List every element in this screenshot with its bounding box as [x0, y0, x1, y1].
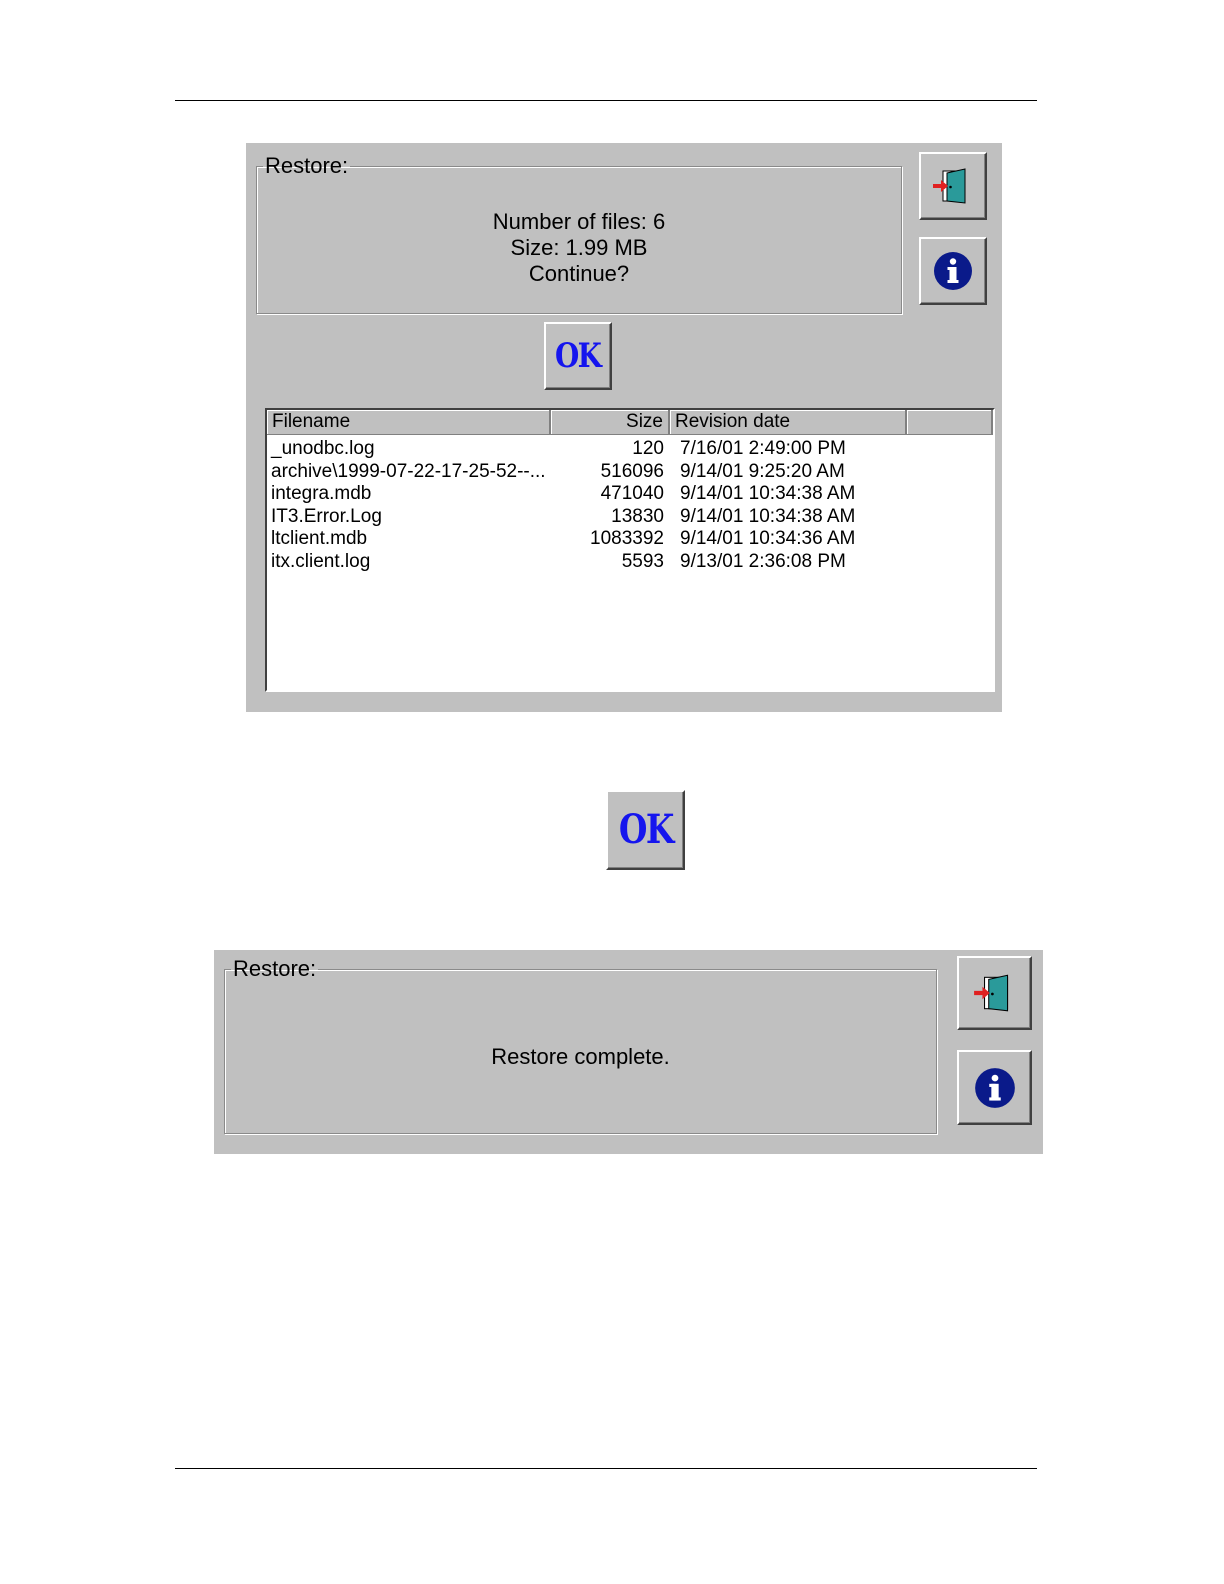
file-name: _unodbc.log: [271, 438, 375, 459]
file-date: 9/14/01 10:34:38 AM: [680, 505, 856, 527]
file-size: 13830: [611, 505, 664, 527]
ok-label: OK: [555, 336, 601, 376]
file-date: 9/14/01 9:25:20 AM: [680, 460, 845, 482]
file-name: IT3.Error.Log: [271, 505, 382, 527]
table-row[interactable]: [267, 483, 993, 506]
file-date: 9/14/01 10:34:36 AM: [680, 528, 856, 549]
restore-group: [256, 155, 902, 314]
column-revision-date[interactable]: Revision date: [670, 410, 907, 435]
table-row[interactable]: [267, 551, 993, 574]
exit-door-icon: [972, 970, 1018, 1016]
file-date: 9/14/01 10:34:38 AM: [680, 483, 856, 504]
file-size: 120: [632, 438, 664, 459]
exit-button[interactable]: [957, 956, 1032, 1030]
ok-button[interactable]: [544, 322, 612, 390]
file-name: itx.client.log: [271, 550, 371, 572]
restore-complete-message: Restore complete.: [491, 1044, 670, 1069]
file-date: 7/16/01 2:49:00 PM: [680, 438, 846, 459]
column-filename[interactable]: Filename: [267, 410, 551, 435]
restore-group-label: Restore:: [265, 153, 349, 178]
ok-label: OK: [618, 806, 673, 853]
file-name: ltclient.mdb: [271, 528, 368, 549]
header-rule: [175, 100, 1037, 101]
continue-prompt: Continue?: [528, 261, 630, 286]
file-size: 1083392: [590, 528, 664, 549]
info-button[interactable]: [919, 237, 987, 305]
file-count-text: Number of files: 6: [492, 209, 666, 234]
file-list-header: [267, 410, 993, 435]
exit-door-icon: [931, 164, 975, 208]
restore-confirm-panel: [246, 143, 1002, 712]
restore-complete-group: [224, 958, 937, 1134]
file-list[interactable]: [265, 408, 995, 692]
info-button[interactable]: [957, 1050, 1032, 1125]
footer-rule: [175, 1468, 1037, 1469]
info-icon: [972, 1065, 1018, 1111]
table-row[interactable]: [267, 438, 993, 461]
file-name: archive\1999-07-22-17-25-52--...: [271, 460, 546, 482]
size-text: Size: 1.99 MB: [510, 235, 648, 260]
file-date: 9/13/01 2:36:08 PM: [680, 550, 846, 572]
table-row[interactable]: [267, 506, 993, 529]
file-name: integra.mdb: [271, 483, 372, 504]
column-size[interactable]: Size: [551, 410, 670, 435]
table-row[interactable]: [267, 461, 993, 484]
file-size: 471040: [600, 483, 664, 504]
restore-complete-panel: [214, 950, 1043, 1154]
info-icon: [931, 249, 975, 293]
table-row[interactable]: [267, 528, 993, 551]
restore-complete-group-label: Restore:: [233, 956, 317, 981]
column-filler: [907, 410, 993, 435]
restore-summary: [257, 209, 901, 287]
ok-button-standalone[interactable]: [606, 790, 685, 870]
file-size: 5593: [621, 550, 664, 572]
exit-button[interactable]: [919, 152, 987, 220]
file-list-body: [267, 435, 993, 573]
file-size: 516096: [600, 460, 664, 482]
